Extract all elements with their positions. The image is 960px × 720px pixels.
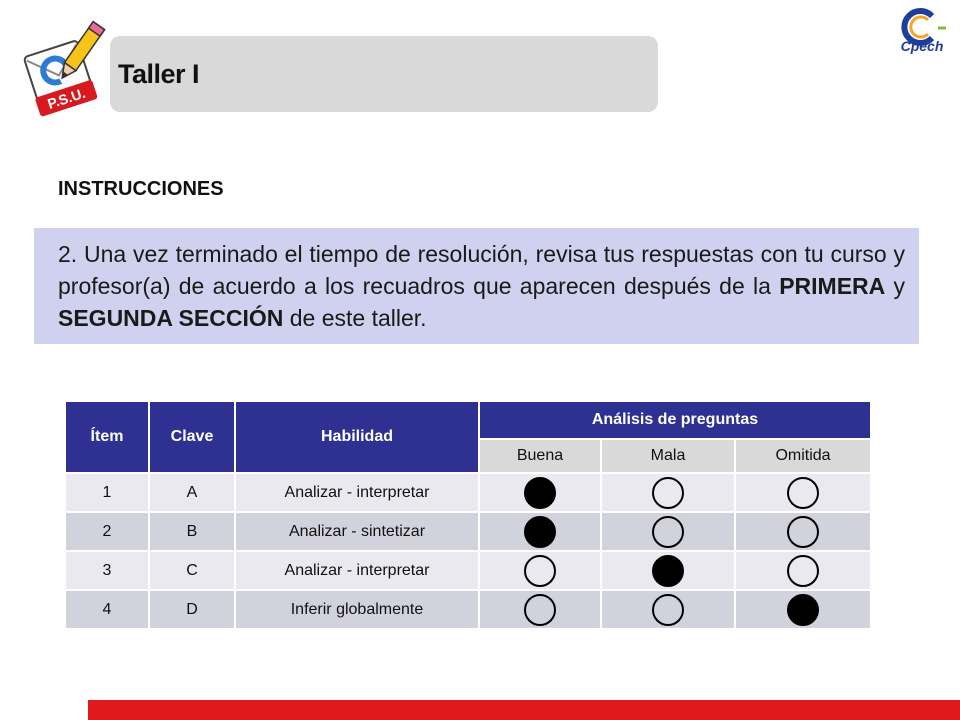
- empty-bubble-icon: [652, 477, 684, 509]
- header-analisis: Análisis de preguntas: [479, 401, 871, 439]
- header-buena: Buena: [479, 439, 601, 473]
- filled-bubble-icon: [787, 594, 819, 626]
- page-title: Taller I: [118, 58, 200, 89]
- empty-bubble-icon: [787, 555, 819, 587]
- empty-bubble-icon: [652, 594, 684, 626]
- table-row: [65, 473, 871, 512]
- cell-buena: [479, 590, 601, 629]
- cell-habilidad: Analizar - interpretar: [235, 473, 479, 512]
- table-row: [65, 590, 871, 629]
- psu-logo: [22, 18, 106, 118]
- cell-omitida: [735, 473, 871, 512]
- instructions-bold-primera: PRIMERA: [779, 273, 886, 299]
- cell-mala: [601, 512, 735, 551]
- table-row: [65, 551, 871, 590]
- header-clave: Clave: [149, 401, 235, 473]
- cell-clave: B: [149, 512, 235, 551]
- cell-item: 2: [65, 512, 149, 551]
- instructions-box: [34, 228, 919, 344]
- cell-habilidad: Inferir globalmente: [235, 590, 479, 629]
- empty-bubble-icon: [787, 516, 819, 548]
- empty-bubble-icon: [524, 555, 556, 587]
- cell-clave: C: [149, 551, 235, 590]
- header-item: Ítem: [65, 401, 149, 473]
- table-body: [65, 473, 871, 629]
- header-habilidad: Habilidad: [235, 401, 479, 473]
- cell-habilidad: Analizar - sintetizar: [235, 512, 479, 551]
- instructions-bold-segunda: SEGUNDA SECCIÓN: [58, 305, 284, 331]
- cell-clave: D: [149, 590, 235, 629]
- filled-bubble-icon: [524, 477, 556, 509]
- title-bar: [110, 36, 658, 112]
- bottom-accent-bar: [88, 700, 960, 720]
- cpech-logo-icon: [892, 6, 952, 64]
- answers-table: [64, 400, 872, 630]
- cell-omitida: [735, 551, 871, 590]
- filled-bubble-icon: [524, 516, 556, 548]
- cell-item: 4: [65, 590, 149, 629]
- cell-buena: [479, 551, 601, 590]
- filled-bubble-icon: [652, 555, 684, 587]
- cell-item: 1: [65, 473, 149, 512]
- instructions-text-part3: de este taller.: [283, 305, 427, 331]
- cell-item: 3: [65, 551, 149, 590]
- psu-logo-text: P.S.U.: [45, 84, 88, 112]
- cell-clave: A: [149, 473, 235, 512]
- empty-bubble-icon: [787, 477, 819, 509]
- table-row: [65, 512, 871, 551]
- instructions-text: [58, 238, 905, 334]
- cell-buena: [479, 473, 601, 512]
- cell-mala: [601, 551, 735, 590]
- cell-habilidad: Analizar - interpretar: [235, 551, 479, 590]
- cell-mala: [601, 590, 735, 629]
- header-mala: Mala: [601, 439, 735, 473]
- cell-mala: [601, 473, 735, 512]
- cpech-brand-text: Cpech: [900, 38, 944, 54]
- cell-buena: [479, 512, 601, 551]
- cell-omitida: [735, 590, 871, 629]
- empty-bubble-icon: [524, 594, 556, 626]
- empty-bubble-icon: [652, 516, 684, 548]
- instructions-heading: INSTRUCCIONES: [58, 178, 224, 200]
- header-omitida: Omitida: [735, 439, 871, 473]
- instructions-text-part1: 2. Una vez terminado el tiempo de resolución, revisa tus respuestas con tu curso y profesor(a) de acuerdo a los recuadros que aparecen después de la: [58, 241, 905, 299]
- instructions-text-part2: y: [885, 273, 906, 299]
- cell-omitida: [735, 512, 871, 551]
